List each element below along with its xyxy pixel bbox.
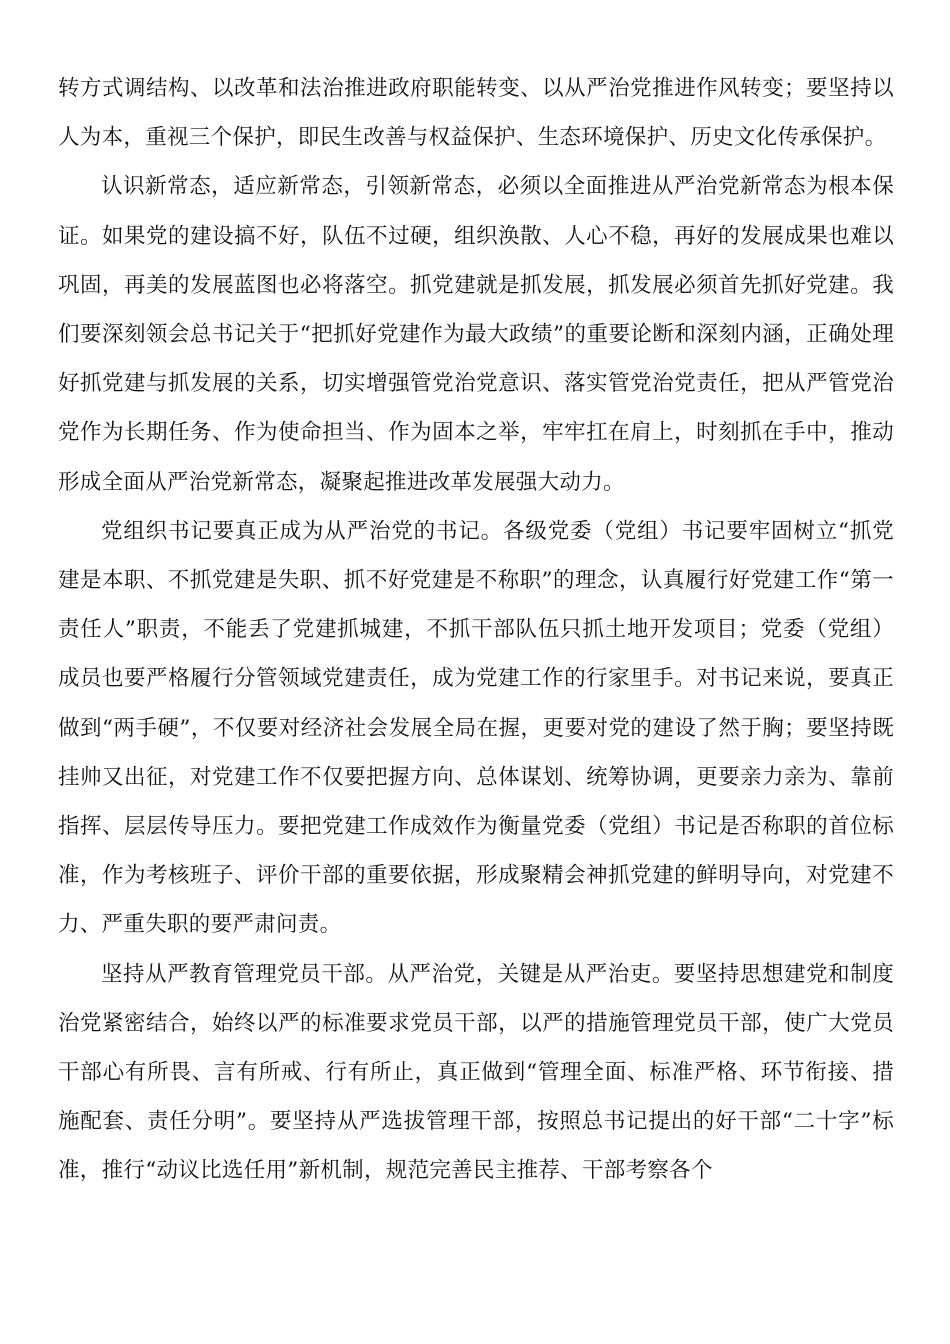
paragraph-2: 认识新常态，适应新常态，引领新常态，必须以全面推进从严治党新常态为根本保证。如果党的建设搞不好，队伍不过硬，组织涣散、人心不稳，再好的发展成果也难以巩固，再美的发展蓝图也必将落空。抓党建就是抓发展，抓发展必须首先抓好党建。我们要深刻领会总书记关于“把抓好党建作为最大政绩”的重要论断和深刻内涵，正确处理好抓党建与抓发展的关系，切实增强管党治党意识、落实管党治党责任，把从严管党治党作为长期任务、作为使命担当、作为固本之举，牢牢扛在肩上，时刻抓在手中，推动形成全面从严治党新常态，凝聚起推进改革发展强大动力。 xyxy=(58,174,894,495)
paragraph-3: 党组织书记要真正成为从严治党的书记。各级党委（党组）书记要牢固树立“抓党建是本职、不抓党建是失职、抓不好党建是不称职”的理念，认真履行好党建工作“第一责任人”职责，不能丢了党建抓城建，不抓干部队伍只抓土地开发项目；党委（党组）成员也要严格履行分管领域党建责任，成为党建工作的行家里手。对书记来说，要真正做到“两手硬”，不仅要对经济社会发展全局在握，更要对党的建设了然于胸；要坚持既挂帅又出征，对党建工作不仅要把握方向、总体谋划、统筹协调，更要亲力亲为、靠前指挥、层层传导压力。要把党建工作成效作为衡量党委（党组）书记是否称职的首位标准，作为考核班子、评价干部的重要依据，形成聚精会神抓党建的鲜明导向，对党建不力、严重失职的要严肃问责。 xyxy=(58,518,894,938)
document-body xyxy=(58,64,894,1196)
paragraph-1: 转方式调结构、以改革和法治推进政府职能转变、以从严治党推进作风转变；要坚持以人为本，重视三个保护，即民生改善与权益保护、生态环境保护、历史文化传承保护。 xyxy=(58,76,894,151)
paragraph-4: 坚持从严教育管理党员干部。从严治党，关键是从严治吏。要坚持思想建党和制度治党紧密结合，始终以严的标准要求党员干部，以严的措施管理党员干部，使广大党员干部心有所畏、言有所戒、行有所止，真正做到“管理全面、标准严格、环节衔接、措施配套、责任分明”。要坚持从严选拔管理干部，按照总书记提出的好干部“二十字”标准，推行“动议比选任用”新机制，规范完善民主推荐、干部考察各个 xyxy=(58,961,894,1184)
